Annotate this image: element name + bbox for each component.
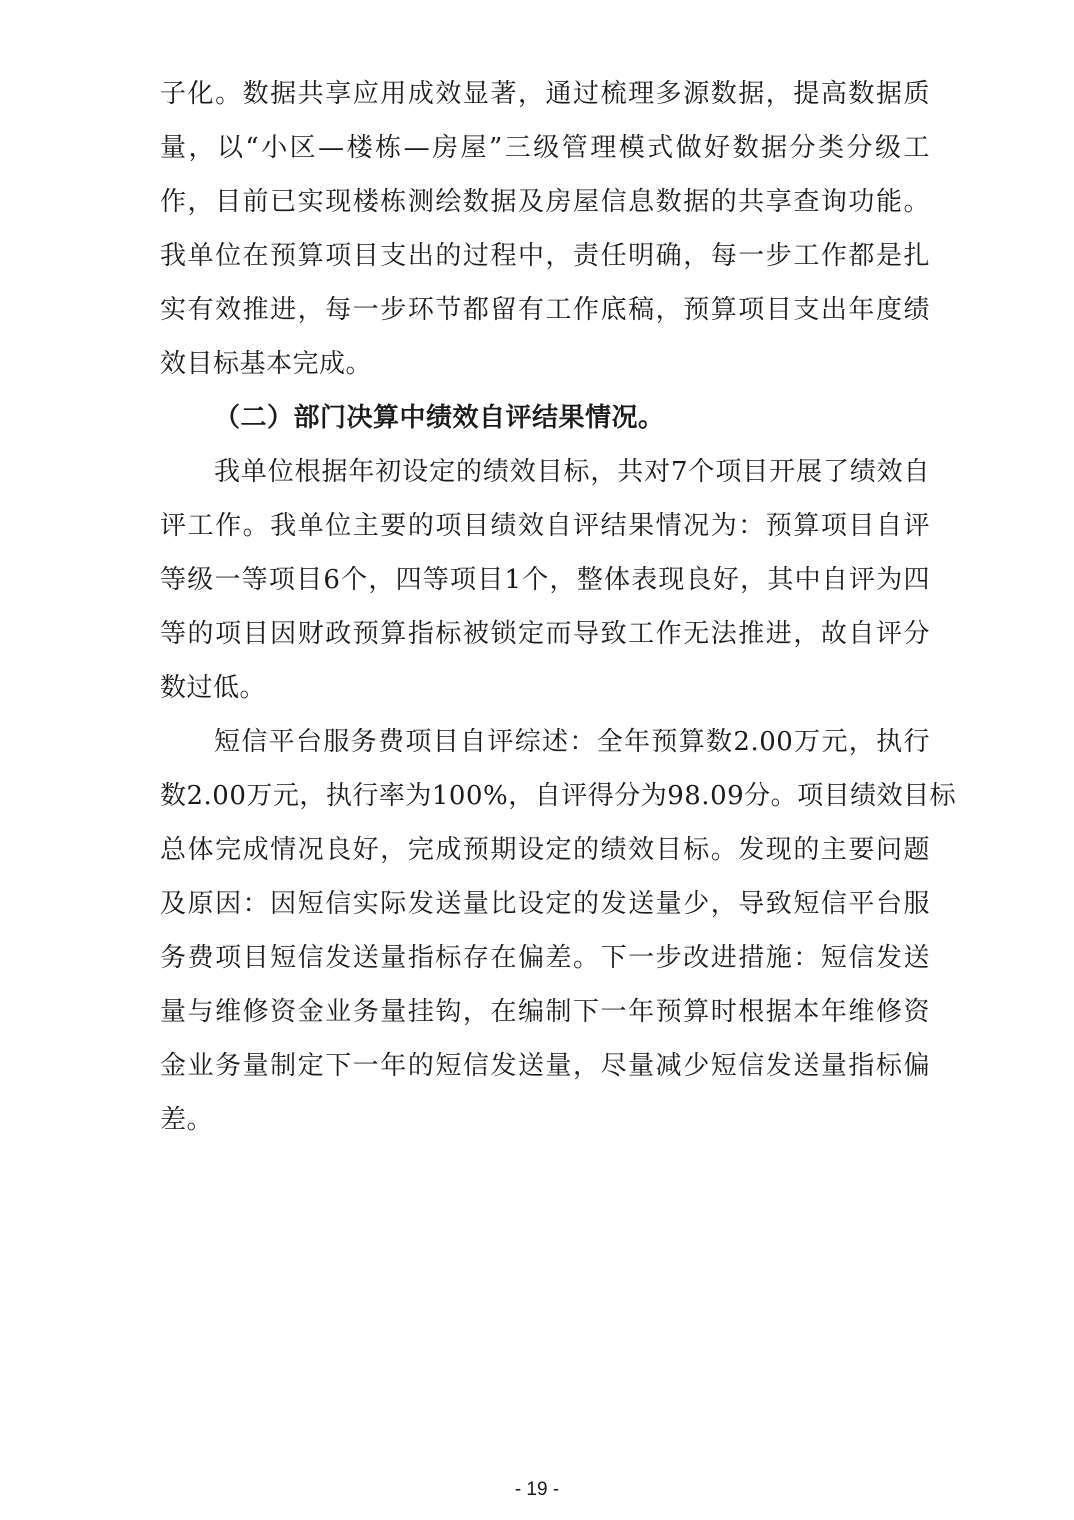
paragraph-1-line: 实有效推进，每一步环节都留有工作底稿，预算项目支出年度绩 bbox=[160, 295, 930, 325]
paragraph-3-line: 量与维修资金业务量挂钩，在编制下一年预算时根据本年维修资 bbox=[160, 997, 930, 1027]
section-heading: （二）部门决算中绩效自评结果情况。 bbox=[214, 403, 665, 433]
paragraph-2-line: 评工作。我单位主要的项目绩效自评结果情况为：预算项目自评 bbox=[160, 511, 930, 541]
paragraph-1-line: 我单位在预算项目支出的过程中，责任明确，每一步工作都是扎 bbox=[160, 241, 930, 271]
paragraph-1-line: 子化。数据共享应用成效显著，通过梳理多源数据，提高数据质 bbox=[160, 79, 930, 109]
paragraph-1-line: 效目标基本完成。 bbox=[160, 349, 373, 379]
paragraph-3-line: 数2.00万元，执行率为100%，自评得分为98.09分。项目绩效目标 bbox=[160, 781, 957, 811]
paragraph-2-line: 等级一等项目6个，四等项目1个，整体表现良好，其中自评为四 bbox=[160, 565, 930, 595]
paragraph-2-line: 等的项目因财政预算指标被锁定而导致工作无法推进，故自评分 bbox=[160, 619, 930, 649]
paragraph-3-line: 务费项目短信发送量指标存在偏差。下一步改进措施：短信发送 bbox=[160, 943, 930, 973]
paragraph-3-line: 总体完成情况良好，完成预期设定的绩效目标。发现的主要问题 bbox=[160, 835, 930, 865]
paragraph-1-line: 量，以“小区—楼栋—房屋”三级管理模式做好数据分类分级工 bbox=[160, 133, 930, 163]
paragraph-1-line: 作，目前已实现楼栋测绘数据及房屋信息数据的共享查询功能。 bbox=[160, 187, 930, 217]
paragraph-2-line: 我单位根据年初设定的绩效目标，共对7个项目开展了绩效自 bbox=[214, 457, 930, 487]
paragraph-3-line: 差。 bbox=[160, 1105, 214, 1135]
paragraph-3-line: 短信平台服务费项目自评综述：全年预算数2.00万元，执行 bbox=[214, 727, 930, 757]
page-number: - 19 - bbox=[514, 1479, 560, 1500]
paragraph-3-line: 及原因：因短信实际发送量比设定的发送量少，导致短信平台服 bbox=[160, 889, 930, 919]
paragraph-3-line: 金业务量制定下一年的短信发送量，尽量减少短信发送量指标偏 bbox=[160, 1051, 930, 1081]
paragraph-2-line: 数过低。 bbox=[160, 673, 267, 703]
